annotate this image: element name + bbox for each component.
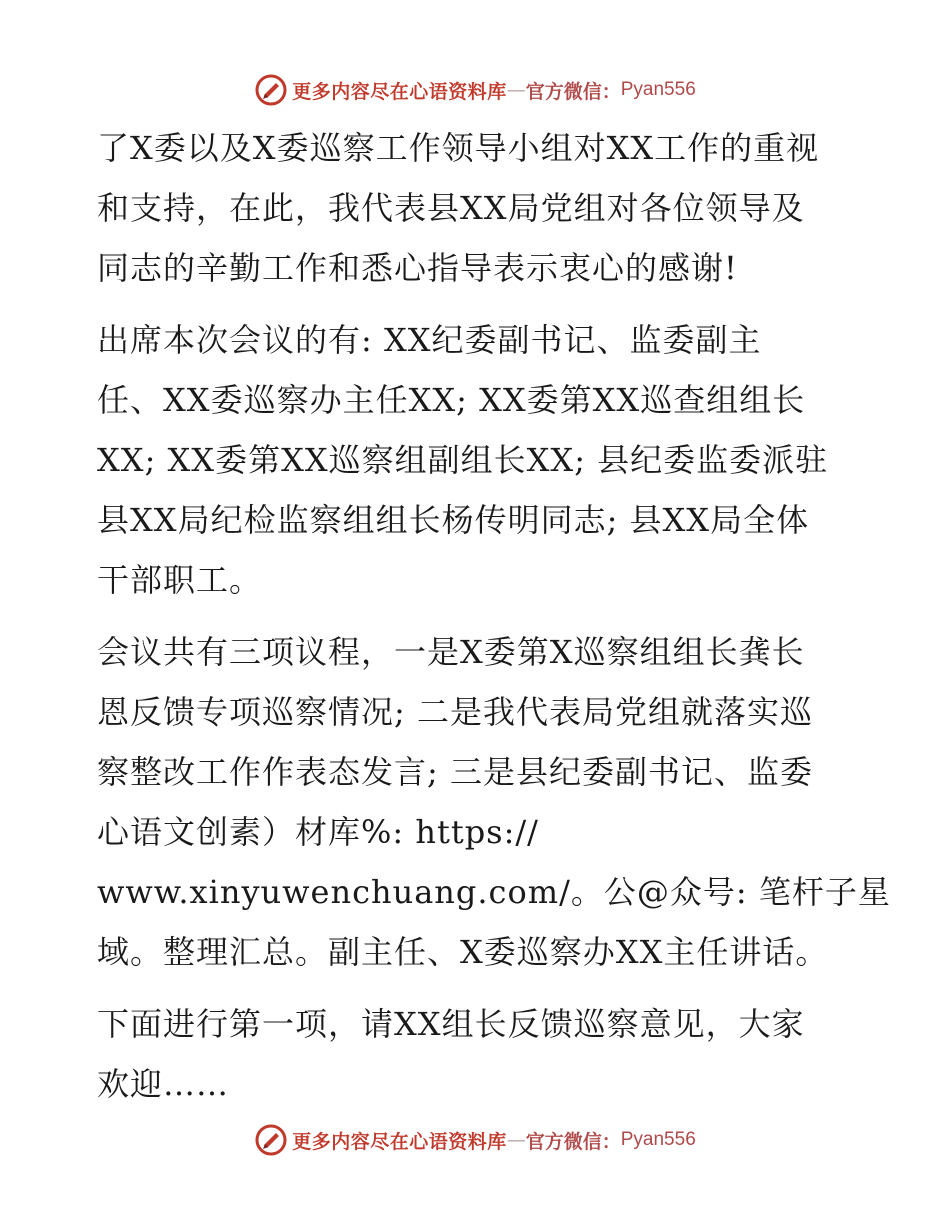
text-line: www.xinyuwenchuang.com/。公@众号: 笔杆子星 — [97, 873, 891, 911]
paragraph-3 — [97, 622, 891, 982]
paragraph-1 — [97, 118, 877, 298]
banner-separator: — — [506, 79, 526, 101]
paragraph-4 — [97, 994, 877, 1114]
header-banner — [0, 70, 950, 110]
text-line: 出席本次会议的有: XX纪委副书记、监委副主 — [97, 321, 762, 359]
text-line: 会议共有三项议程，一是X委第X巡察组组长龚长 — [97, 633, 805, 671]
banner-wechat-label: 官方微信： — [525, 1130, 621, 1153]
paragraph-2 — [97, 310, 877, 610]
text-line: 同志的辛勤工作和悉心指导表示衷心的感谢! — [97, 249, 738, 287]
text-line: 察整改工作作表态发言; 三是县纪委副书记、监委 — [97, 753, 813, 791]
brand-logo-icon — [254, 1123, 288, 1157]
text-line: 下面进行第一项，请XX组长反馈巡察意见，大家 — [97, 1005, 805, 1043]
text-line: 心语文创素）材库%: https:// — [97, 813, 539, 851]
text-line: 任、XX委巡察办主任XX; XX委第XX巡查组组长 — [97, 381, 806, 419]
brand-logo-icon — [254, 73, 288, 107]
banner-wechat-id: Pyan556 — [620, 79, 696, 100]
text-line: 欢迎…… — [97, 1065, 230, 1103]
banner-title: 更多内容尽在心语资料库 — [292, 1130, 507, 1153]
banner-separator: — — [506, 1129, 526, 1151]
footer-banner — [0, 1120, 950, 1160]
text-line: 恩反馈专项巡察情况; 二是我代表局党组就落实巡 — [97, 693, 813, 731]
banner-wechat-id: Pyan556 — [620, 1129, 696, 1150]
document-body — [97, 118, 891, 1114]
text-line: 域。整理汇总。副主任、X委巡察办XX主任讲话。 — [97, 933, 829, 971]
banner-wechat-label: 官方微信： — [525, 80, 621, 103]
text-line: 和支持，在此，我代表县XX局党组对各位领导及 — [97, 189, 805, 227]
text-line: 干部职工。 — [97, 561, 263, 599]
text-line: 了X委以及X委巡察工作领导小组对XX工作的重视 — [97, 129, 820, 167]
text-line: 县XX局纪检监察组组长杨传明同志; 县XX局全体 — [97, 501, 810, 539]
banner-title: 更多内容尽在心语资料库 — [292, 80, 507, 103]
text-line: XX; XX委第XX巡察组副组长XX; 县纪委监委派驻 — [97, 441, 829, 479]
